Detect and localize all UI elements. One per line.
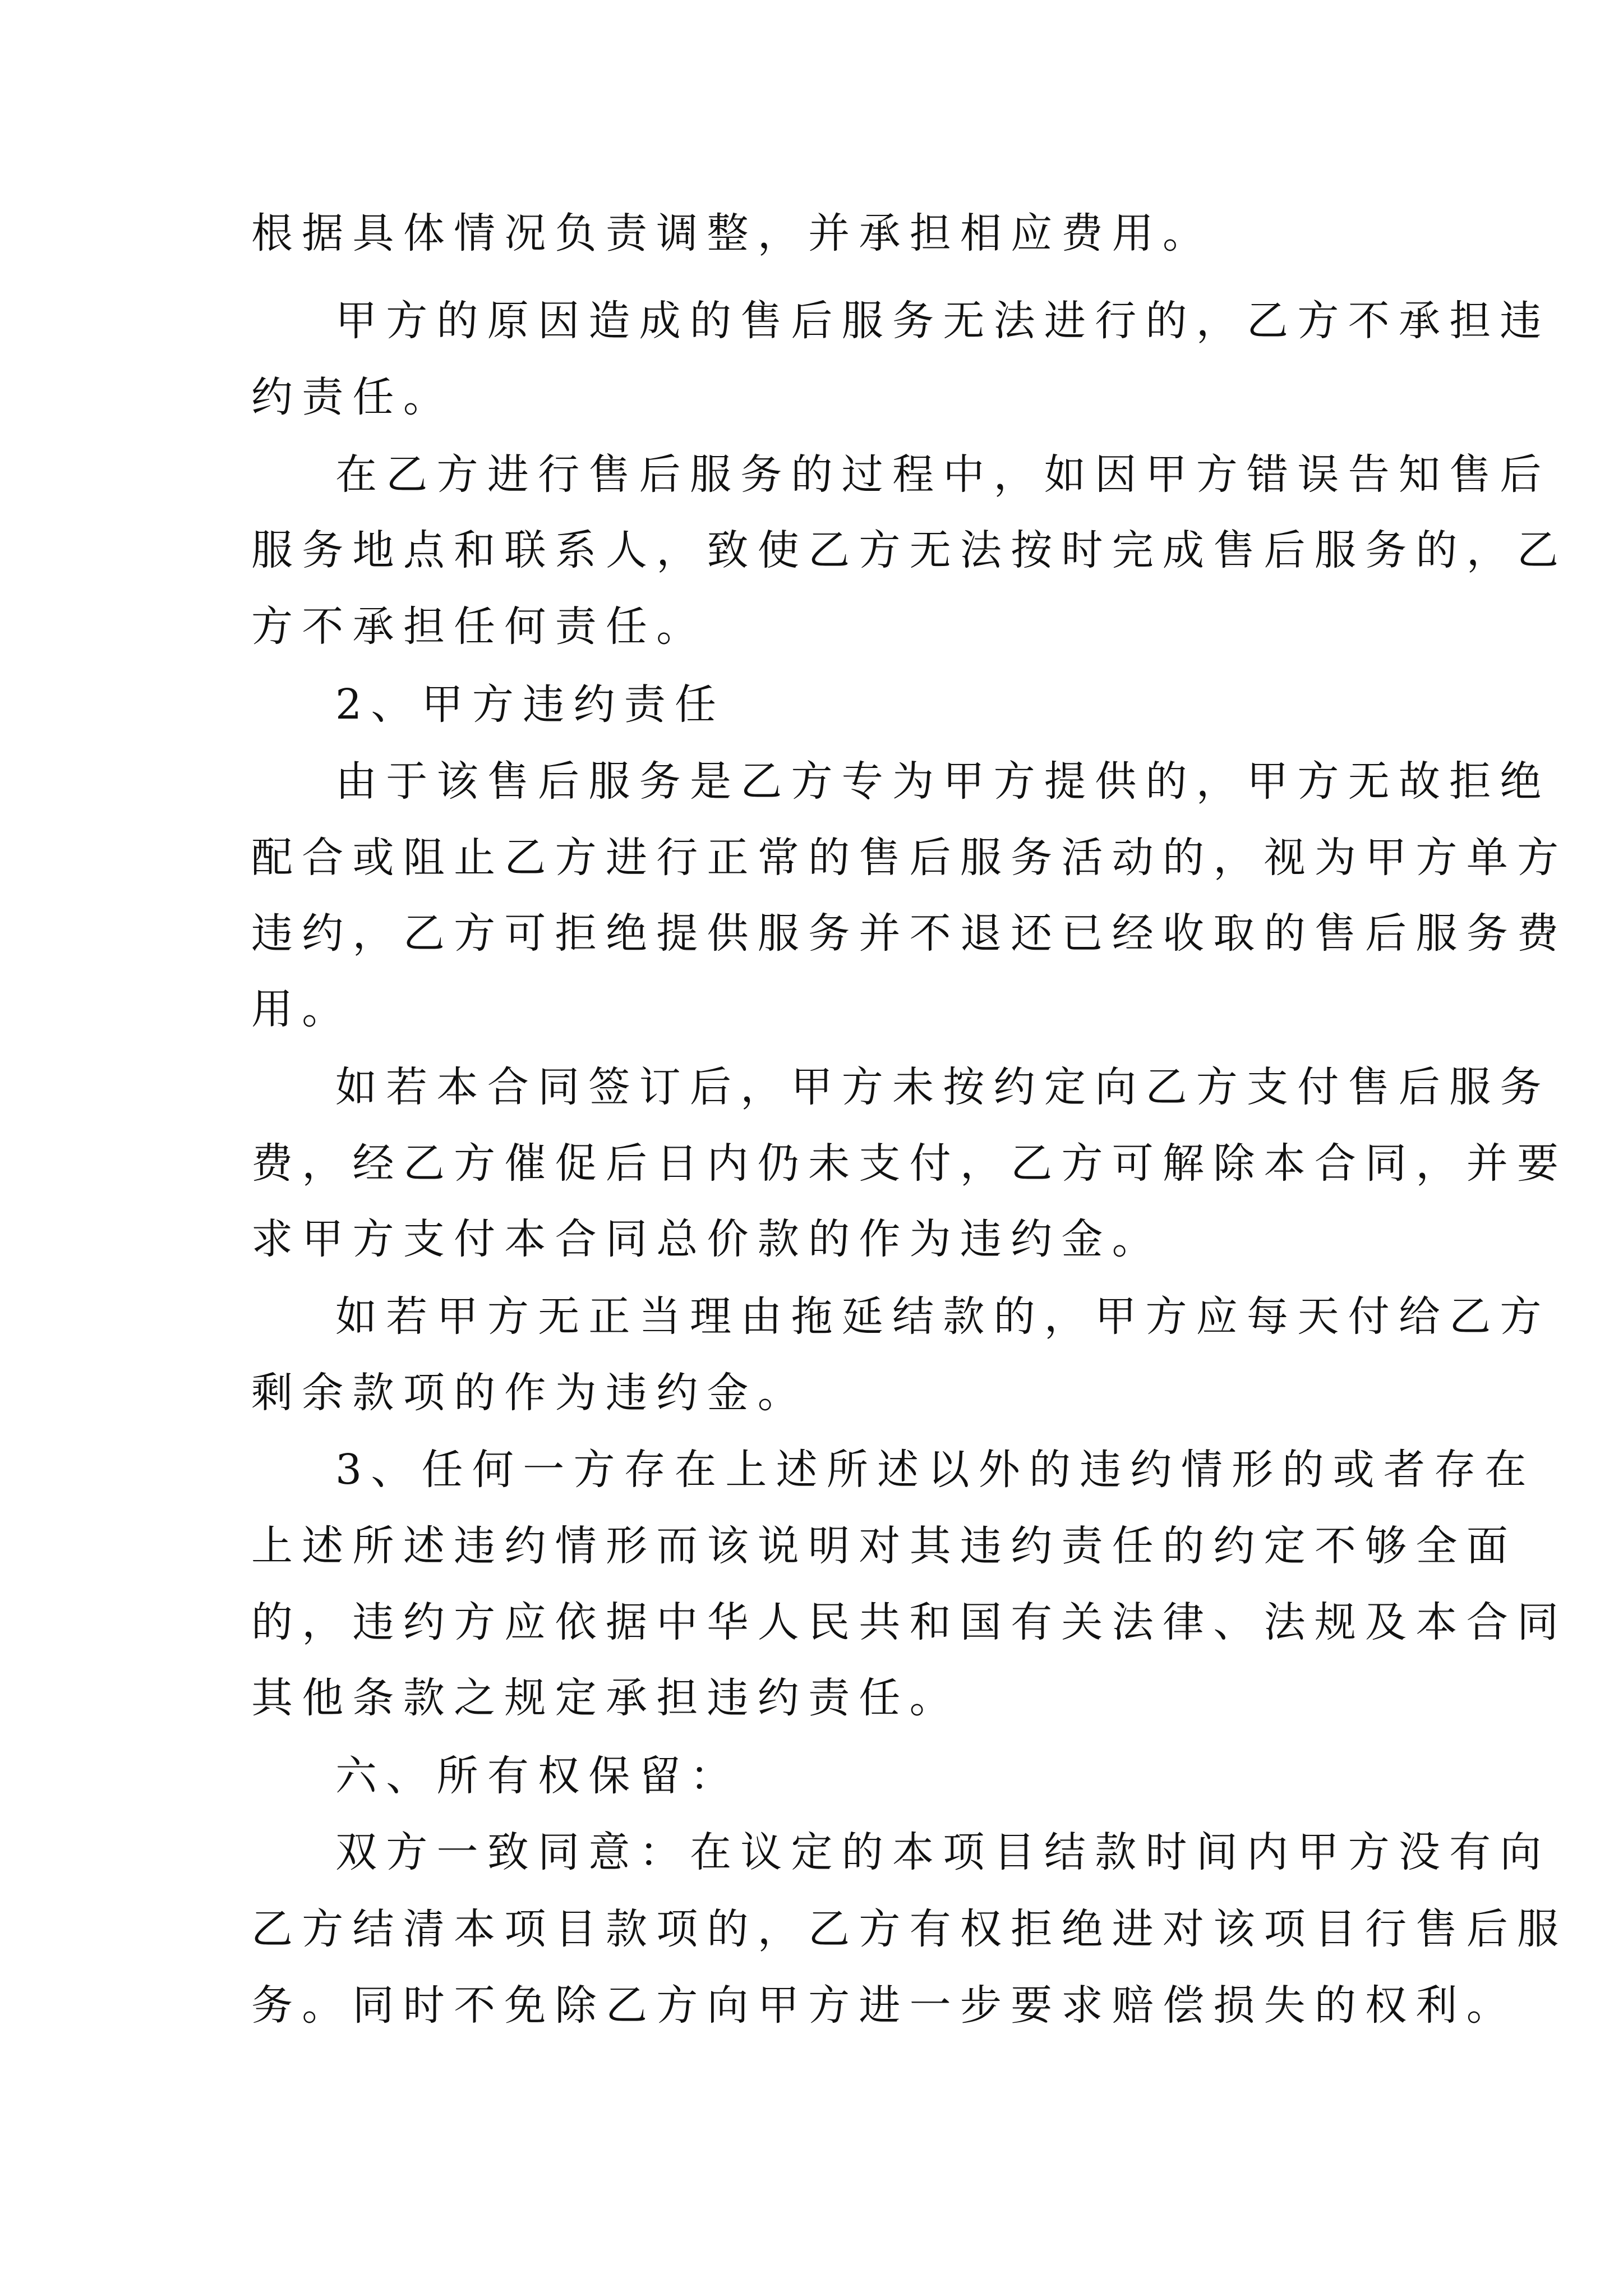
paragraph-line: 的，违约方应依据中华人民共和国有关法律、法规及本合同 (251, 1598, 1568, 1646)
section-heading: 2、甲方违约责任 (335, 680, 726, 729)
paragraph-line: 甲方的原因造成的售后服务无法进行的，乙方不承担违 (335, 297, 1551, 345)
paragraph-line: 乙方结清本项目款项的，乙方有权拒绝进对该项目行售后服 (251, 1905, 1568, 1953)
paragraph-line: 如若本合同签订后，甲方未按约定向乙方支付售后服务 (335, 1063, 1551, 1111)
paragraph-line: 在乙方进行售后服务的过程中，如因甲方错误告知售后 (335, 450, 1551, 499)
paragraph-line: 务。同时不免除乙方向甲方进一步要求赔偿损失的权利。 (251, 1981, 1517, 2030)
paragraph-line: 用。 (251, 985, 353, 1033)
paragraph-line: 由于该售后服务是乙方专为甲方提供的，甲方无故拒绝 (335, 757, 1551, 806)
paragraph-line: 配合或阻止乙方进行正常的售后服务活动的，视为甲方单方 (251, 834, 1568, 882)
paragraph-line: 费，经乙方催促后日内仍未支付，乙方可解除本合同，并要 (251, 1139, 1568, 1188)
paragraph-line: 3、任何一方存在上述所述以外的违约情形的或者存在 (335, 1446, 1536, 1494)
paragraph-line: 违约，乙方可拒绝提供服务并不退还已经收取的售后服务费 (251, 909, 1568, 958)
paragraph-line: 双方一致同意：在议定的本项目结款时间内甲方没有向 (335, 1828, 1551, 1876)
paragraph-line: 求甲方支付本合同总价款的作为违约金。 (251, 1215, 1163, 1263)
paragraph-line: 服务地点和联系人，致使乙方无法按时完成售后服务的，乙 (251, 526, 1568, 574)
paragraph-line: 根据具体情况负责调整，并承担相应费用。 (251, 209, 1214, 257)
paragraph-line: 其他条款之规定承担违约责任。 (251, 1674, 960, 1722)
paragraph-line: 上述所述违约情形而该说明对其违约责任的约定不够全面 (251, 1522, 1517, 1570)
paragraph-line: 如若甲方无正当理由拖延结款的，甲方应每天付给乙方 (335, 1292, 1551, 1341)
section-heading: 六、所有权保留： (335, 1752, 741, 1800)
paragraph-line: 约责任。 (251, 373, 454, 421)
paragraph-line: 方不承担任何责任。 (251, 602, 707, 651)
paragraph-line: 剩余款项的作为违约金。 (251, 1369, 809, 1417)
